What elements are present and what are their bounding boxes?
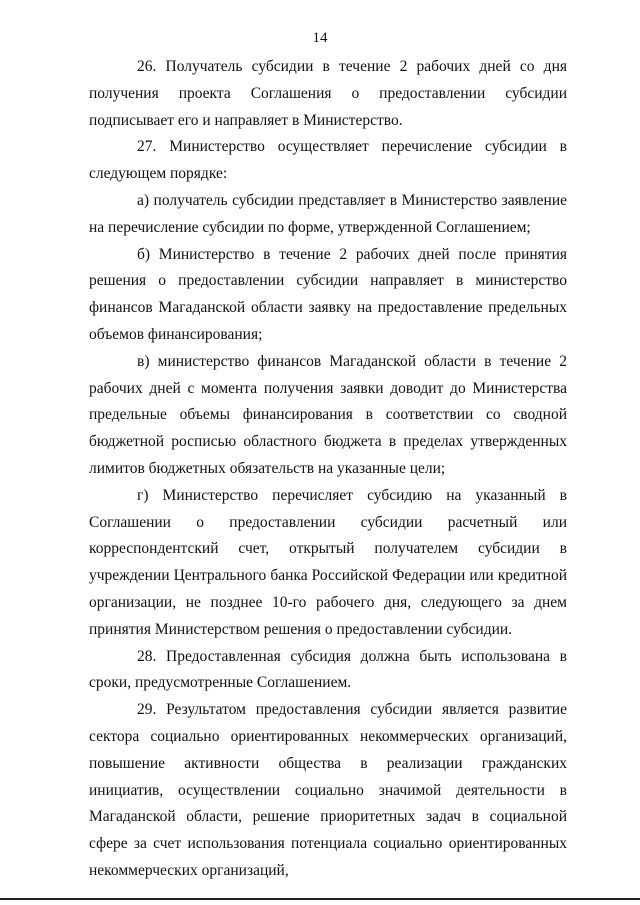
paragraph-27-v: в) министерство финансов Магаданской области в течение 2 рабочих дней с момента получения заявки доводит до Министерства предельные объемы финансирования в соответствии со сводной бюджетной росписью областного бюджета в пределах утвержденных лимитов бюджетных обязательств на указанные цели; — [89, 352, 567, 477]
paragraph-27-g: г) Министерство перечисляет субсидию на указанный в Соглашении о предоставлении субсидии расчетный или корреспондентский счет, открытый получателем субсидии в учреждении Центрального банка Российской Федерации или кредитной организации, не позднее 10-го рабочего дня, следующего за днем принятия Министерством решения о предоставлении субсидии. — [89, 486, 567, 638]
page-bottom-edge — [0, 898, 640, 900]
paragraph-27-b: б) Министерство в течение 2 рабочих дней после принятия решения о предоставлении субсидии направляет в министерство финансов Магаданской области заявку на предоставление предельных объемов финансирования; — [89, 245, 567, 343]
paragraph-26: 26. Получатель субсидии в течение 2 рабочих дней со дня получения проекта Соглашения о предоставлении субсидии подписывает его и направляет в Министерство. — [89, 58, 567, 129]
document-body — [89, 54, 567, 885]
paragraph-27: 27. Министерство осуществляет перечисление субсидии в следующем порядке: — [89, 138, 567, 183]
paragraph-28: 28. Предоставленная субсидия должна быть использована в сроки, предусмотренные Соглашением. — [89, 647, 567, 692]
paragraph-29: 29. Результатом предоставления субсидии является развитие сектора социально ориентированных некоммерческих организаций, повышение активности общества в реализации гражданских инициатив, осуществлении социально значимой деятельности в Магаданской области, решение приоритетных задач в социальной сфере за счет использования потенциала социально ориентированных некоммерческих организаций, — [89, 701, 567, 879]
paragraph-27-a: а) получатель субсидии представляет в Министерство заявление на перечисление субсидии по форме, утвержденной Соглашением; — [89, 191, 567, 236]
page-number: 14 — [312, 30, 328, 46]
